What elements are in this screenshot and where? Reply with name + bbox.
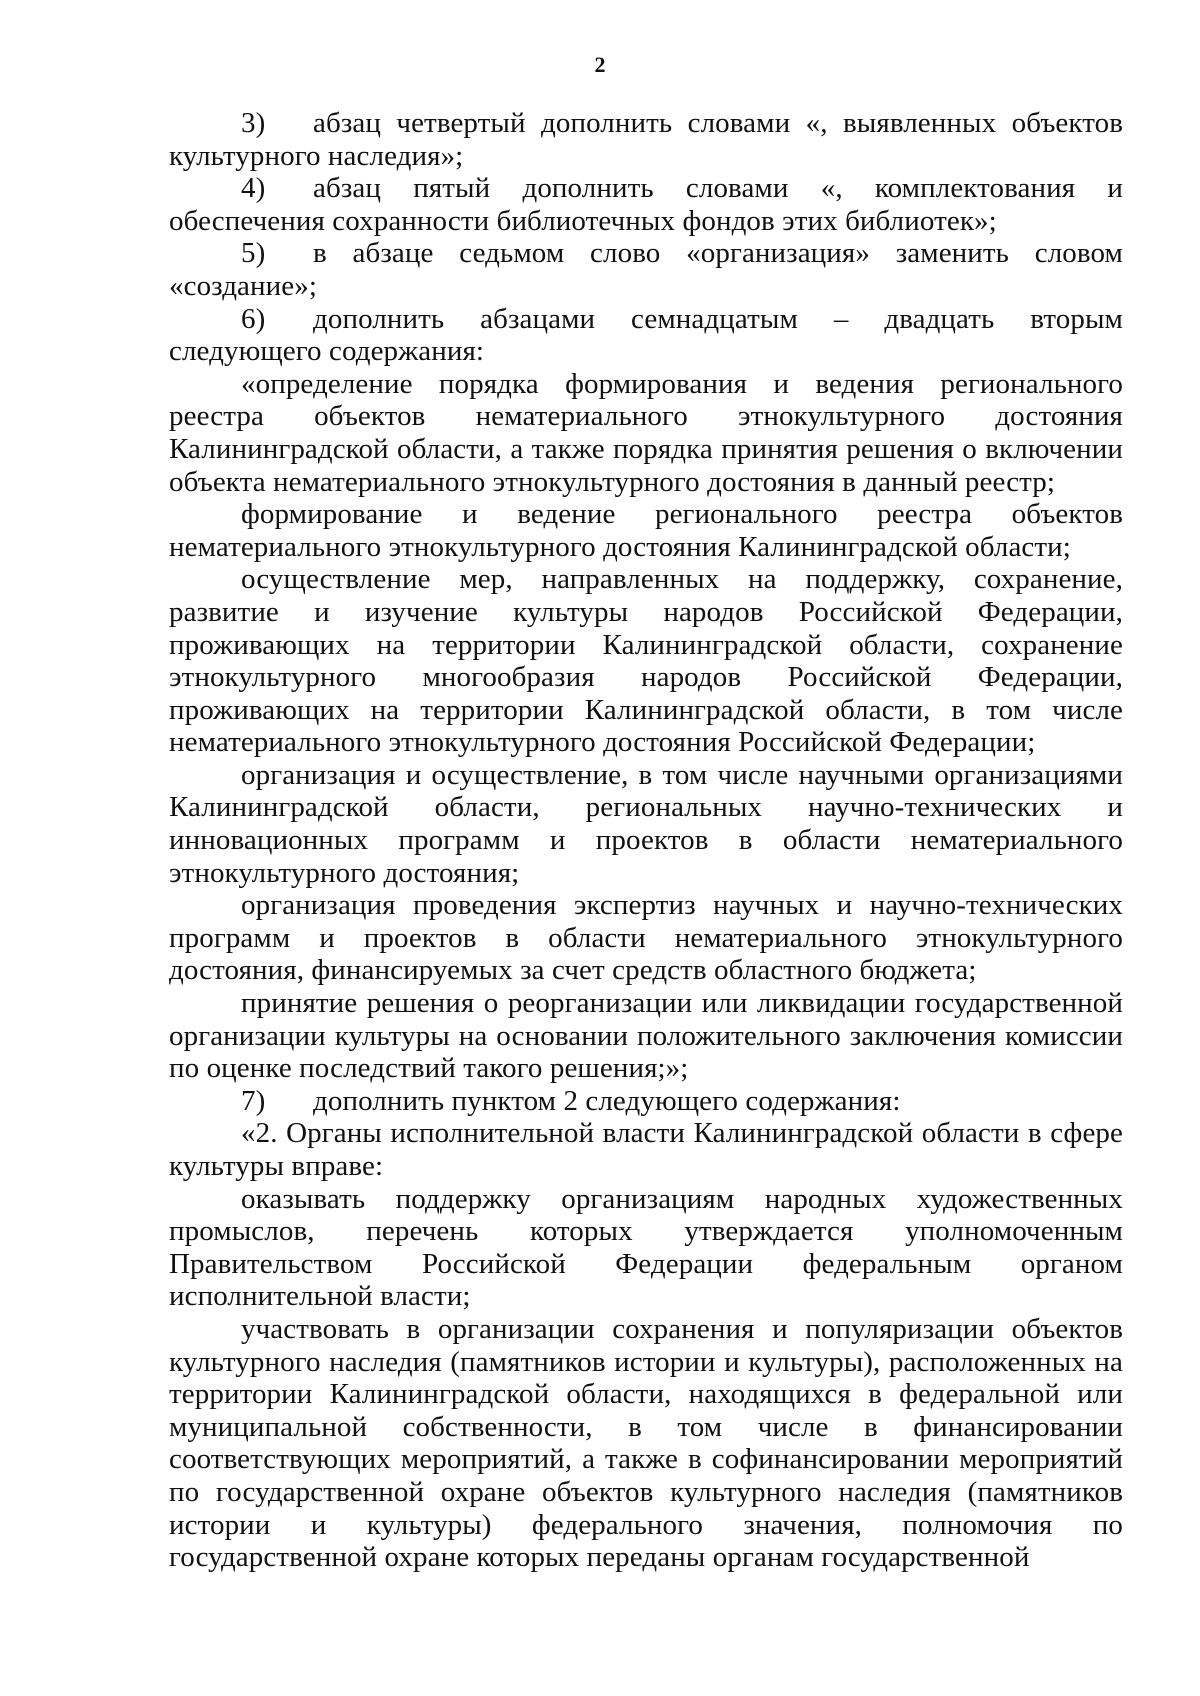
document-body [169, 107, 1123, 1574]
paragraph-text: абзац пятый дополнить словами «, комплектования и обеспечения сохранности библиотечных фондов этих библиотек»; [169, 172, 1123, 237]
item-number: 5) [241, 237, 266, 270]
paragraph-text: дополнить абзацами семнадцатым – двадцать вторым следующего содержания: [169, 302, 1123, 368]
item-number: 6) [241, 302, 266, 335]
paragraph-text: «определение порядка формирования и ведения регионального реестра объектов нематериального этнокультурного достояния Калининградской области, а также порядка принятия решения о включении объекта нематериального этнокультурного достояния в данный реестр; [169, 367, 1123, 498]
paragraph-text: в абзаце седьмом слово «организация» заменить словом «создание»; [169, 237, 1123, 302]
paragraph [169, 1183, 1123, 1313]
paragraph-text: участвовать в организации сохранения и популяризации объектов культурного наследия (памятников истории и культуры), расположенных на территории Калининградской области, находящихся в федеральной или муниципальной собственности, в том числе в финансировании соответствующих мероприятий, а также в софинансировании мероприятий по государственной охране объектов культурного наследия (памятников истории и культуры) федерального значения, полномочия по государственной охране которых переданы органам государственной [169, 1312, 1123, 1574]
paragraph-text: принятие решения о реорганизации или ликвидации государственной организации культуры на основании положительного заключения комиссии по оценке последствий такого решения;»; [169, 987, 1123, 1085]
paragraph [169, 889, 1123, 987]
paragraph-text: «2. Органы исполнительной власти Калининградской области в сфере культуры вправе: [169, 1117, 1123, 1182]
paragraph [169, 498, 1123, 563]
paragraph-text: дополнить пунктом 2 следующего содержания: [313, 1084, 901, 1117]
paragraph-text: оказывать поддержку организациям народных художественных промыслов, перечень которых утверждается уполномоченным Правительством Российской Федерации федеральным органом исполнительной власти; [169, 1182, 1123, 1313]
paragraph [169, 1313, 1123, 1574]
paragraph [169, 303, 1123, 368]
paragraph [169, 1117, 1123, 1182]
paragraph [169, 563, 1123, 759]
paragraph [169, 1085, 1123, 1118]
paragraph [169, 107, 1123, 172]
paragraph-text: организация проведения экспертиз научных и научно-технических программ и проектов в области нематериального этнокультурного достояния, финансируемых за счет средств областного бюджета; [169, 889, 1123, 987]
paragraph-text: формирование и ведение регионального реестра объектов нематериального этнокультурного достояния Калининградской области; [169, 498, 1123, 563]
page-number: 2 [594, 52, 606, 77]
paragraph-text: осуществление мер, направленных на поддержку, сохранение, развитие и изучение культуры народов Российской Федерации, проживающих на территории Калининградской области, сохранение этнокультурного многообразия народов Российской Федерации, проживающих на территории Калининградской области, в том числе нематериального этнокультурного достояния Российской Федерации; [169, 563, 1123, 759]
item-number: 3) [241, 107, 266, 139]
item-number: 4) [241, 172, 266, 205]
paragraph [169, 987, 1123, 1085]
paragraph-text: организация и осуществление, в том числе научными организациями Калининградской области, региональных научно-технических и инновационных программ и проектов в области нематериального этнокультурного достояния; [169, 758, 1123, 889]
item-number: 7) [241, 1084, 266, 1117]
paragraph [169, 368, 1123, 498]
paragraph [169, 237, 1123, 302]
paragraph-text: абзац четвертый дополнить словами «, выявленных объектов культурного наследия»; [169, 107, 1123, 172]
paragraph [169, 759, 1123, 889]
paragraph [169, 172, 1123, 237]
